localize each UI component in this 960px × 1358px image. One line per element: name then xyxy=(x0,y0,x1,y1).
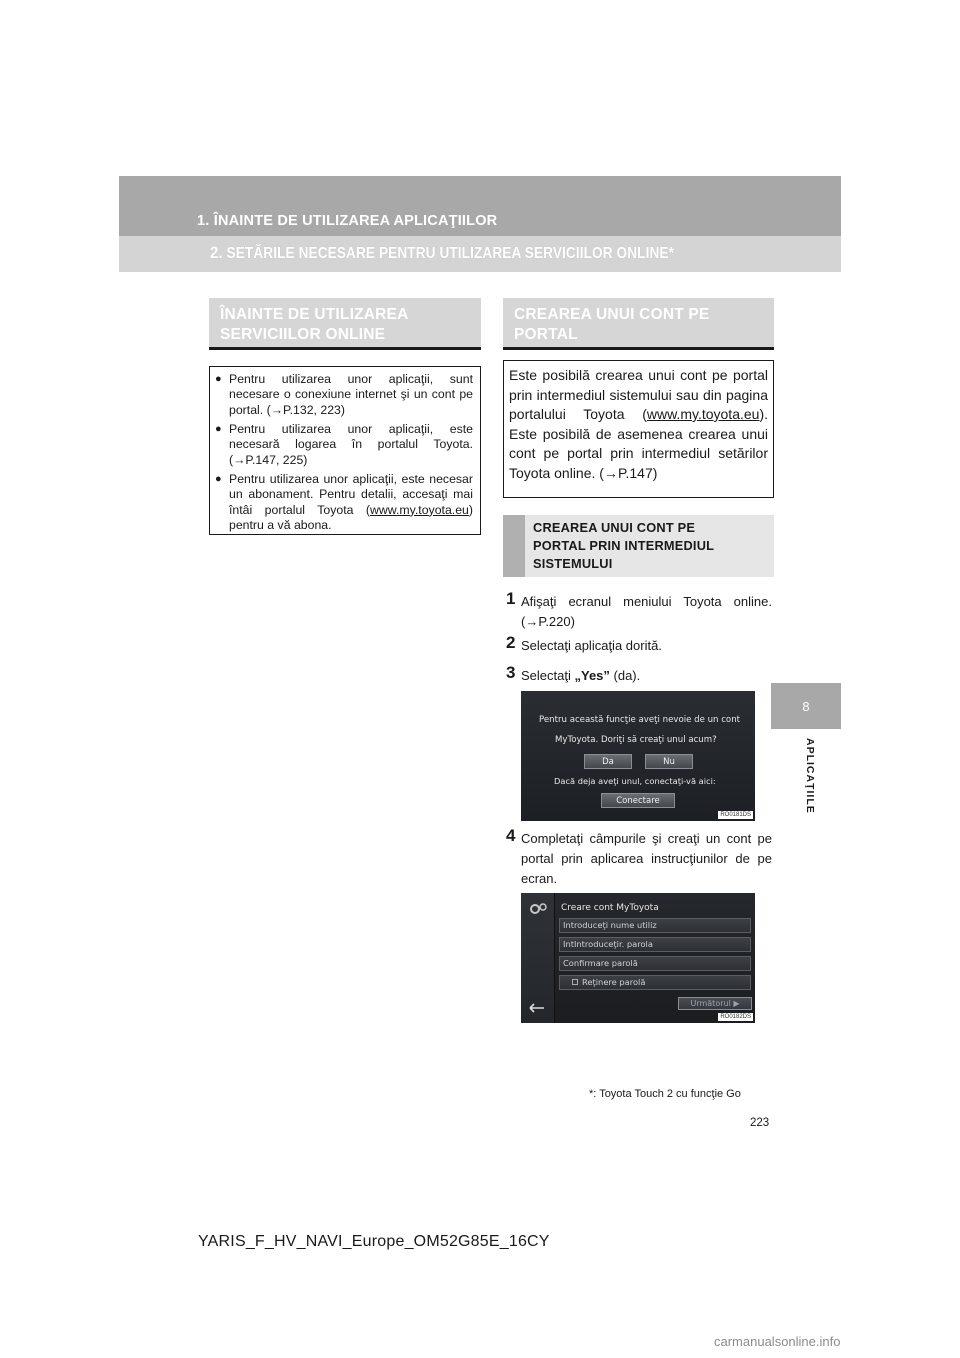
bullet-icon: ● xyxy=(215,373,222,385)
bullet-icon: ● xyxy=(215,473,222,485)
checkbox-icon xyxy=(572,979,578,985)
step-3: 3 Selectaţi „Yes” (da). xyxy=(506,663,641,683)
portal-info-box: Este posibilă crearea unui cont pe portal prin intermediul sistemului sau din pagina portalului Toyota (www.my.toyota.eu). Este posibilă de asemenea crearea unui cont pe portal prin intermediul setărilor Toyota online. (→P.147) xyxy=(503,360,774,498)
figure-code: RO0182DS xyxy=(720,1014,751,1020)
requirements-box xyxy=(209,366,481,535)
form-title: Creare cont MyToyota xyxy=(561,903,659,913)
confirm-password-field[interactable]: Confirmare parolă xyxy=(559,956,751,971)
screen-create-account-prompt: Pentru această funcţie aveţi nevoie de un cont MyToyota. Doriţi să creaţi unul acum? Da Nu Dacă deja aveţi unul, conectaţi-vă aici: Conectare RO0181DS xyxy=(521,691,755,821)
username-field[interactable]: Introduceţi nume utiliz xyxy=(559,918,751,933)
left-heading xyxy=(209,298,481,350)
chapter-title: 1. ÎNAINTE DE UTILIZAREA APLICAŢIILOR xyxy=(197,213,498,229)
next-button[interactable]: Următorul ▶ xyxy=(678,997,752,1010)
yes-button[interactable]: Da xyxy=(584,754,632,769)
back-arrow-icon[interactable] xyxy=(528,1003,546,1013)
password-field[interactable]: IntIntroduceţir. parola xyxy=(559,937,751,952)
footnote: *: Toyota Touch 2 cu funcţie Go xyxy=(589,1088,741,1100)
remember-password-checkbox[interactable]: Reţinere parolă xyxy=(559,975,751,990)
section-number: 2. xyxy=(210,243,223,262)
list-item: ● Pentru utilizarea unor aplicaţii, sunt necesare o conexiune internet şi un cont pe portal. (→P.132, 223) xyxy=(215,372,473,417)
watermark: carmanualsonline.info xyxy=(714,1334,841,1349)
list-item: ● Pentru utilizarea unor aplicaţii, este necesară logarea în portalul Toyota. (→P.147, 225) xyxy=(215,422,473,467)
section-title-text: SETĂRILE NECESARE PENTRU UTILIZAREA SERVICIILOR ONLINE* xyxy=(226,245,674,262)
right-heading xyxy=(503,298,774,350)
model-code: YARIS_F_HV_NAVI_Europe_OM52G85E_16CY xyxy=(198,1233,550,1250)
portal-link[interactable]: www.my.toyota.eu xyxy=(646,406,760,422)
step-1: 1 Afişaţi ecranul meniului Toyota online. (→P.220) xyxy=(506,589,772,629)
connect-button[interactable]: Conectare xyxy=(601,793,675,808)
subheading: CREAREA UNUI CONT PE PORTAL PRIN INTERMEDIUL SISTEMULUI xyxy=(503,515,774,577)
right-heading-line1: CREAREA UNUI CONT PE xyxy=(514,306,710,323)
list-item: ● Pentru utilizarea unor aplicaţii, este necesar un abonament. Pentru detalii, accesaţi mai întâi portalul Toyota (www.my.toyota.eu) pentru a vă abona. xyxy=(215,472,473,532)
right-heading-line2: PORTAL xyxy=(514,326,578,343)
portal-link[interactable]: www.my.toyota.eu xyxy=(370,502,469,517)
play-icon: ▶ xyxy=(733,999,740,1008)
chapter-tab-number: 8 xyxy=(771,683,841,729)
page-number: 223 xyxy=(750,1117,770,1129)
screen-account-form xyxy=(521,893,755,1023)
settings-icon xyxy=(527,901,549,917)
no-button[interactable]: Nu xyxy=(645,754,693,769)
left-heading-line2: SERVICIILOR ONLINE xyxy=(220,326,386,343)
step-4: 4 Completaţi câmpurile şi creaţi un cont pe portal prin aplicarea instrucţiunilor de pe ecran. xyxy=(506,826,772,886)
subheading-bar xyxy=(503,515,525,577)
chapter-tab-label: APLICAŢIILE xyxy=(804,738,816,814)
section-title xyxy=(210,243,674,263)
step-2: 2 Selectaţi aplicaţia dorită. xyxy=(506,633,662,653)
screen-sidebar xyxy=(521,893,555,1023)
bullet-icon: ● xyxy=(215,423,222,435)
left-heading-line1: ÎNAINTE DE UTILIZAREA xyxy=(220,306,409,323)
figure-code: RO0181DS xyxy=(720,812,751,818)
